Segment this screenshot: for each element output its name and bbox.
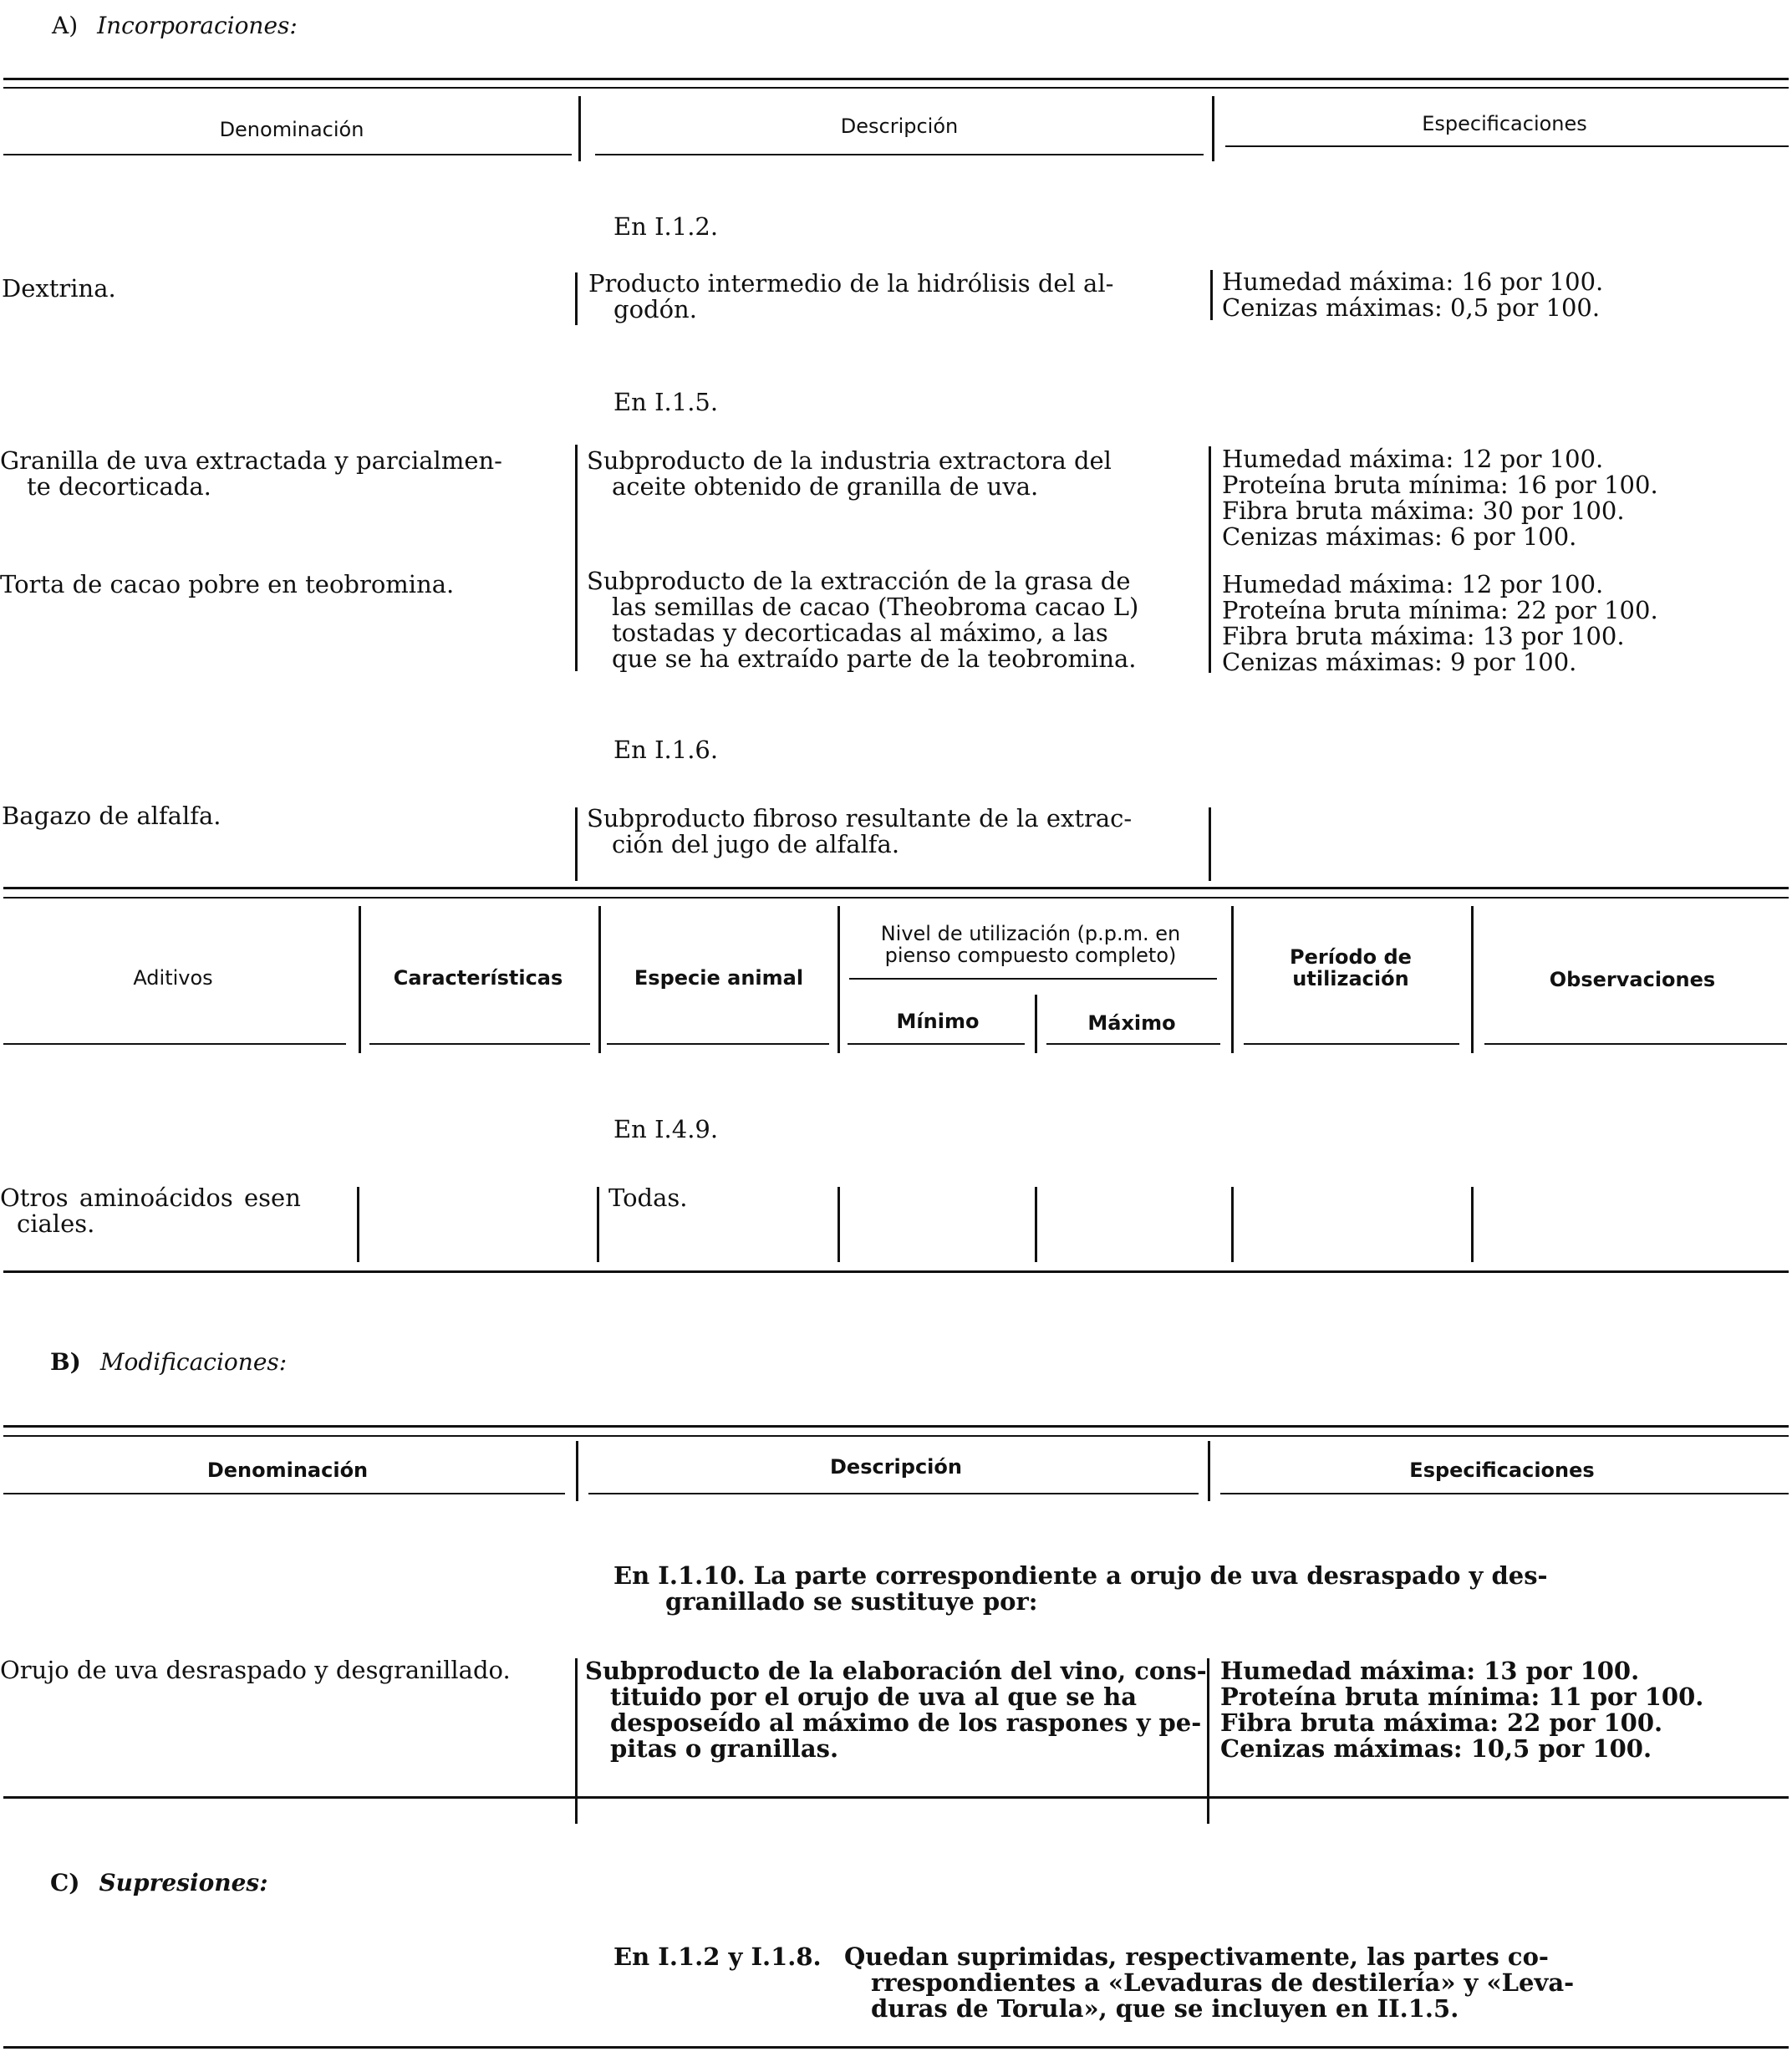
row-description-line: Subproducto de la extracción de la grasa de bbox=[587, 567, 1131, 595]
row-spec-line: Humedad máxima: 12 por 100. bbox=[1222, 445, 1604, 473]
table3-header-especificaciones: Especificaciones bbox=[1409, 1459, 1595, 1482]
row-divider bbox=[575, 445, 578, 671]
table3-heading bbox=[613, 1563, 1548, 1615]
row-description bbox=[587, 448, 1112, 500]
row-description bbox=[587, 806, 1132, 858]
row-description-line: godón. bbox=[613, 295, 697, 323]
row-spec-line: Humedad máxima: 13 por 100. bbox=[1220, 1657, 1640, 1685]
table1-header-divider bbox=[578, 96, 581, 161]
table3-header-underline bbox=[588, 1493, 1199, 1494]
row-description-line: Subproducto de la industria extractora del bbox=[587, 446, 1112, 475]
table2-header-divider bbox=[837, 906, 840, 1053]
row-divider bbox=[1035, 1187, 1037, 1262]
table3-bottom-rule bbox=[3, 1796, 1789, 1799]
row-spec-line: Proteína bruta mínima: 22 por 100. bbox=[1222, 596, 1658, 624]
row-spec-line: Humedad máxima: 12 por 100. bbox=[1222, 570, 1604, 598]
section-c-heading bbox=[50, 1869, 268, 1896]
table2-header-periodo-line: Período de bbox=[1290, 945, 1412, 969]
table2-header-maximo: Máximo bbox=[1087, 1011, 1176, 1035]
table1-top-rule bbox=[3, 78, 1789, 80]
row-name-line: te decorticada. bbox=[27, 472, 211, 501]
row-name-line: Dextrina. bbox=[2, 274, 116, 303]
page-bottom-rule bbox=[3, 2046, 1789, 2049]
row-name-line: Granilla de uva extractada y parcialmen- bbox=[0, 446, 502, 475]
row-name-line: ciales. bbox=[17, 1209, 95, 1238]
table2-header-underline bbox=[607, 1043, 829, 1045]
group-heading: En I.1.6. bbox=[613, 736, 719, 764]
supresiones-line: rrespondientes a «Levaduras de destilería» y «Leva- bbox=[871, 1968, 1575, 1997]
table2-header-observaciones: Observaciones bbox=[1549, 968, 1716, 991]
table3-header-underline bbox=[3, 1493, 565, 1494]
supresiones-line: duras de Torula», que se incluyen en II.1.5. bbox=[871, 1994, 1459, 2023]
row-description-line: aceite obtenido de granilla de uva. bbox=[612, 472, 1039, 501]
row-name bbox=[0, 572, 454, 598]
row-spec-line: Humedad máxima: 16 por 100. bbox=[1222, 267, 1604, 296]
section-c-title: Supresiones: bbox=[99, 1869, 268, 1896]
table2-header-nivel bbox=[841, 923, 1220, 966]
row-spec-line: Cenizas máximas: 6 por 100. bbox=[1222, 522, 1577, 551]
row-divider bbox=[597, 1187, 599, 1262]
row-spec-line: Proteína bruta mínima: 16 por 100. bbox=[1222, 471, 1658, 499]
row-name bbox=[0, 1185, 301, 1237]
row-description-line: Subproducto de la elaboración del vino, cons- bbox=[585, 1657, 1207, 1685]
table3-top-rule-2 bbox=[3, 1435, 1789, 1437]
supresiones-lead: En I.1.2 y I.1.8. bbox=[613, 1942, 822, 1971]
table2-header-underline bbox=[3, 1043, 346, 1045]
row-spec-line: Fibra bruta máxima: 13 por 100. bbox=[1222, 622, 1625, 650]
table2-header-especie: Especie animal bbox=[634, 966, 804, 990]
table1-header-underline bbox=[3, 154, 572, 155]
table1-header-descripcion: Descripción bbox=[840, 115, 959, 138]
row-especie: Todas. bbox=[608, 1184, 688, 1212]
row-description-line: Subproducto fibroso resultante de la extrac- bbox=[587, 804, 1133, 832]
table3-header-underline bbox=[1220, 1493, 1789, 1494]
row-spec-line: Cenizas máximas: 10,5 por 100. bbox=[1220, 1734, 1652, 1763]
row-name-line: Bagazo de alfalfa. bbox=[2, 802, 221, 830]
row-description-line: que se ha extraído parte de la teobromina. bbox=[612, 644, 1137, 673]
row-name-line: Torta de cacao pobre en teobromina. bbox=[0, 570, 455, 598]
section-a-heading bbox=[52, 12, 298, 39]
row-divider bbox=[357, 1187, 359, 1262]
row-spec-line: Cenizas máximas: 0,5 por 100. bbox=[1222, 293, 1601, 322]
table2-header-underline bbox=[369, 1043, 590, 1045]
row-divider bbox=[1231, 1187, 1234, 1262]
section-b-heading bbox=[50, 1348, 287, 1376]
row-divider bbox=[1207, 1658, 1209, 1824]
table3-header-descripcion: Descripción bbox=[830, 1455, 962, 1479]
table3-heading-line: En I.1.10. La parte correspondiente a orujo de uva desraspado y des- bbox=[613, 1561, 1548, 1590]
table1-header-especificaciones: Especificaciones bbox=[1422, 112, 1587, 135]
row-description bbox=[585, 1658, 1207, 1762]
table3-header-denominacion: Denominación bbox=[206, 1459, 369, 1482]
row-specifications bbox=[1222, 269, 1603, 321]
table2-header-nivel-line: pienso compuesto completo) bbox=[884, 944, 1177, 967]
row-spec-line: Proteína bruta mínima: 11 por 100. bbox=[1220, 1683, 1704, 1711]
table2-header-underline bbox=[1484, 1043, 1787, 1045]
row-spec-line: Fibra bruta máxima: 22 por 100. bbox=[1220, 1708, 1663, 1737]
table2-header-underline bbox=[1046, 1043, 1220, 1045]
row-specifications bbox=[1222, 446, 1658, 550]
row-divider bbox=[575, 807, 578, 881]
table2-header-nivel-line: Nivel de utilización (p.p.m. en bbox=[880, 922, 1181, 945]
row-description-line: las semillas de cacao (Theobroma cacao L) bbox=[612, 593, 1139, 621]
section-b-title: Modificaciones: bbox=[99, 1348, 288, 1376]
group-heading: En I.1.2. bbox=[613, 212, 719, 241]
row-spec-line: Cenizas máximas: 9 por 100. bbox=[1222, 648, 1577, 676]
table3-heading-line: granillado se sustituye por: bbox=[665, 1587, 1038, 1616]
table1-header-underline bbox=[1225, 145, 1789, 147]
table2-header-divider bbox=[1035, 995, 1037, 1053]
table2-header-aditivos: Aditivos bbox=[133, 966, 213, 990]
row-name bbox=[0, 448, 502, 500]
table2-header-divider bbox=[1231, 906, 1234, 1053]
table2-top-rule-2 bbox=[3, 897, 1789, 899]
row-divider bbox=[575, 1658, 578, 1824]
table3-header-divider bbox=[576, 1441, 578, 1501]
table2-header-divider bbox=[598, 906, 601, 1053]
row-name bbox=[0, 1657, 511, 1683]
row-divider bbox=[837, 1187, 840, 1262]
table2-header-periodo-line: utilización bbox=[1292, 967, 1409, 990]
table2-header-divider bbox=[1471, 906, 1474, 1053]
row-specifications bbox=[1222, 572, 1658, 675]
row-specifications bbox=[1220, 1658, 1703, 1762]
row-spec-line: Fibra bruta máxima: 30 por 100. bbox=[1222, 496, 1625, 525]
row-name-line: Otros aminoácidos esen bbox=[0, 1184, 301, 1212]
supresiones-text bbox=[844, 1944, 1574, 2022]
section-a-label: A) bbox=[52, 12, 79, 39]
table2-top-rule bbox=[3, 887, 1789, 889]
table2-header-minimo: Mínimo bbox=[896, 1010, 980, 1033]
table3-header-divider bbox=[1208, 1441, 1210, 1501]
table3-top-rule bbox=[3, 1425, 1789, 1428]
section-a-title: Incorporaciones: bbox=[97, 12, 298, 39]
row-name bbox=[2, 803, 221, 829]
row-description bbox=[588, 271, 1113, 323]
table2-nivel-rule bbox=[849, 978, 1217, 980]
row-description-line: ción del jugo de alfalfa. bbox=[612, 830, 900, 858]
row-description-line: desposeído al máximo de los raspones y pe- bbox=[610, 1708, 1202, 1737]
table2-header-caracteristicas: Características bbox=[393, 966, 563, 990]
row-description-line: Producto intermedio de la hidrólisis del al- bbox=[588, 269, 1114, 298]
table2-header-underline bbox=[848, 1043, 1025, 1045]
section-b-label: B) bbox=[50, 1348, 81, 1376]
table2-header-divider bbox=[359, 906, 361, 1053]
row-description-line: tituido por el orujo de uva al que se ha bbox=[610, 1683, 1138, 1711]
row-description bbox=[587, 568, 1138, 672]
row-divider bbox=[1209, 446, 1211, 673]
table1-header-denominacion: Denominación bbox=[219, 118, 364, 141]
table2-header-periodo bbox=[1237, 946, 1464, 990]
table2-header-underline bbox=[1244, 1043, 1459, 1045]
row-description-line: tostadas y decorticadas al máximo, a las bbox=[612, 619, 1108, 647]
group-heading: En I.4.9. bbox=[613, 1115, 719, 1143]
supresiones-line: Quedan suprimidas, respectivamente, las partes co- bbox=[844, 1942, 1549, 1971]
table1-top-rule-2 bbox=[3, 87, 1789, 89]
row-divider bbox=[1471, 1187, 1474, 1262]
table1-header-divider bbox=[1212, 96, 1214, 161]
row-divider bbox=[1210, 270, 1213, 320]
section-c-label: C) bbox=[50, 1869, 80, 1896]
row-name bbox=[2, 276, 116, 302]
row-description-line: pitas o granillas. bbox=[610, 1734, 839, 1763]
row-name-line: Orujo de uva desraspado y desgranillado. bbox=[0, 1656, 511, 1684]
table1-header-underline bbox=[595, 154, 1204, 155]
table2-bottom-rule bbox=[3, 1270, 1789, 1273]
group-heading: En I.1.5. bbox=[613, 388, 719, 416]
row-divider bbox=[1209, 807, 1211, 881]
row-divider bbox=[575, 272, 578, 325]
